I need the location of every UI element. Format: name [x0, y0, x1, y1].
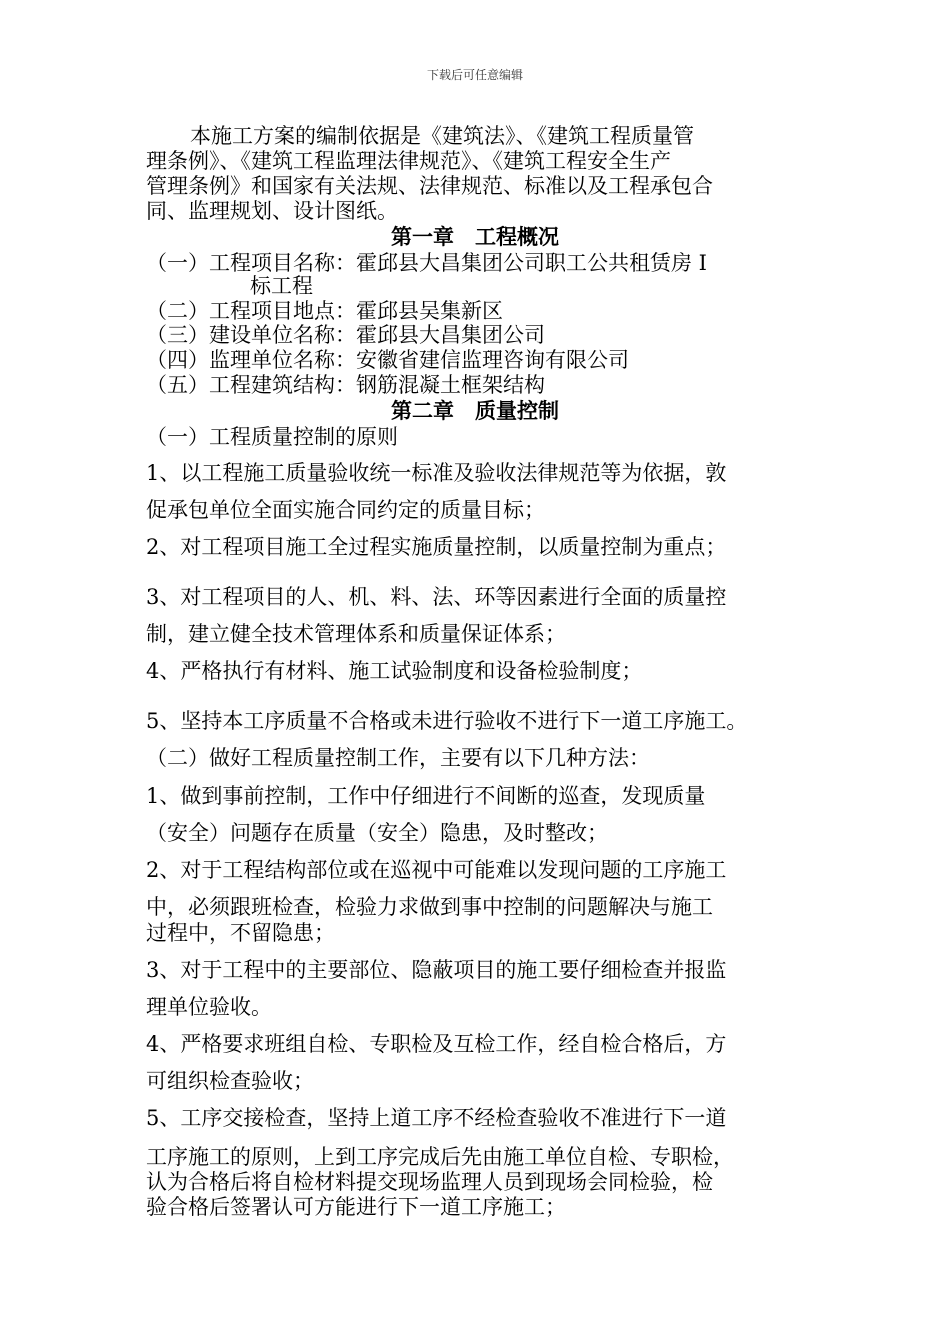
method-1-line-1: 1、做到事前控制，工作中仔细进行不间断的巡查，发现质量: [146, 784, 706, 808]
section-2-title: （二）做好工程质量控制工作，主要有以下几种方法：: [146, 746, 650, 770]
principle-2: 2、对工程项目施工全过程实施质量控制，以质量控制为重点；: [146, 535, 727, 559]
method-5-line-3: 认为合格后将自检材料提交现场监理人员到现场会同检验，检: [146, 1170, 713, 1194]
principle-3-line-2: 制，建立健全技术管理体系和质量保证体系；: [146, 622, 566, 646]
method-5-line-1: 5、工序交接检查，坚持上道工序不经检查验收不准进行下一道: [146, 1106, 727, 1130]
chapter-2-title: 第二章 质量控制: [391, 398, 559, 423]
section-1-title: （一）工程质量控制的原则: [146, 425, 398, 449]
method-1-line-2: （安全）问题存在质量（安全）隐患，及时整改；: [146, 821, 608, 845]
supervision-unit: （四）监理单位名称：安徽省建信监理咨询有限公司: [146, 348, 629, 372]
building-structure: （五）工程建筑结构：钢筋混凝土框架结构: [146, 373, 545, 397]
page-header: 下载后可任意编辑: [426, 68, 523, 82]
method-4-line-1: 4、严格要求班组自检、专职检及互检工作，经自检合格后，方: [146, 1032, 727, 1056]
project-location: （二）工程项目地点：霍邱县吴集新区: [146, 299, 503, 323]
intro-line-2: 理条例》、《建筑工程监理法律规范》、《建筑工程安全生产: [146, 149, 671, 173]
method-2-line-3: 过程中，不留隐患；: [146, 921, 335, 945]
method-5-line-2: 工序施工的原则，上到工序完成后先由施工单位自检、专职检，: [146, 1145, 734, 1169]
method-3-line-2: 理单位验收。: [146, 995, 272, 1019]
principle-5: 5、坚持本工序质量不合格或未进行验收不进行下一道工序施工。: [146, 709, 748, 733]
chapter-1-title: 第一章 工程概况: [391, 224, 559, 249]
method-2-line-1: 2、对于工程结构部位或在巡视中可能难以发现问题的工序施工: [146, 858, 727, 882]
project-name: （一）工程项目名称：霍邱县大昌集团公司职工公共租赁房 I: [146, 251, 707, 275]
principle-4: 4、严格执行有材料、施工试验制度和设备检验制度；: [146, 659, 643, 683]
principle-1-line-1: 1、以工程施工质量验收统一标准及验收法律规范等为依据，敦: [146, 461, 727, 485]
construction-unit: （三）建设单位名称：霍邱县大昌集团公司: [146, 323, 545, 347]
method-5-line-4: 验合格后签署认可方能进行下一道工序施工；: [146, 1195, 566, 1219]
method-3-line-1: 3、对于工程中的主要部位、隐蔽项目的施工要仔细检查并报监: [146, 958, 727, 982]
principle-1-line-2: 促承包单位全面实施合同约定的质量目标；: [146, 498, 545, 522]
method-4-line-2: 可组织检查验收；: [146, 1069, 314, 1093]
method-2-line-2: 中，必须跟班检查，检验力求做到事中控制的问题解决与施工: [146, 895, 713, 919]
intro-line-3: 管理条例》和国家有关法规、法律规范、标准以及工程承包合: [146, 174, 713, 198]
principle-3-line-1: 3、对工程项目的人、机、料、法、环等因素进行全面的质量控: [146, 585, 727, 609]
intro-line-4: 同、监理规划、设计图纸。: [146, 199, 398, 223]
project-name-cont: 标工程: [250, 274, 313, 298]
intro-line-1: 本施工方案的编制依据是《建筑法》、《建筑工程质量管: [190, 124, 694, 148]
